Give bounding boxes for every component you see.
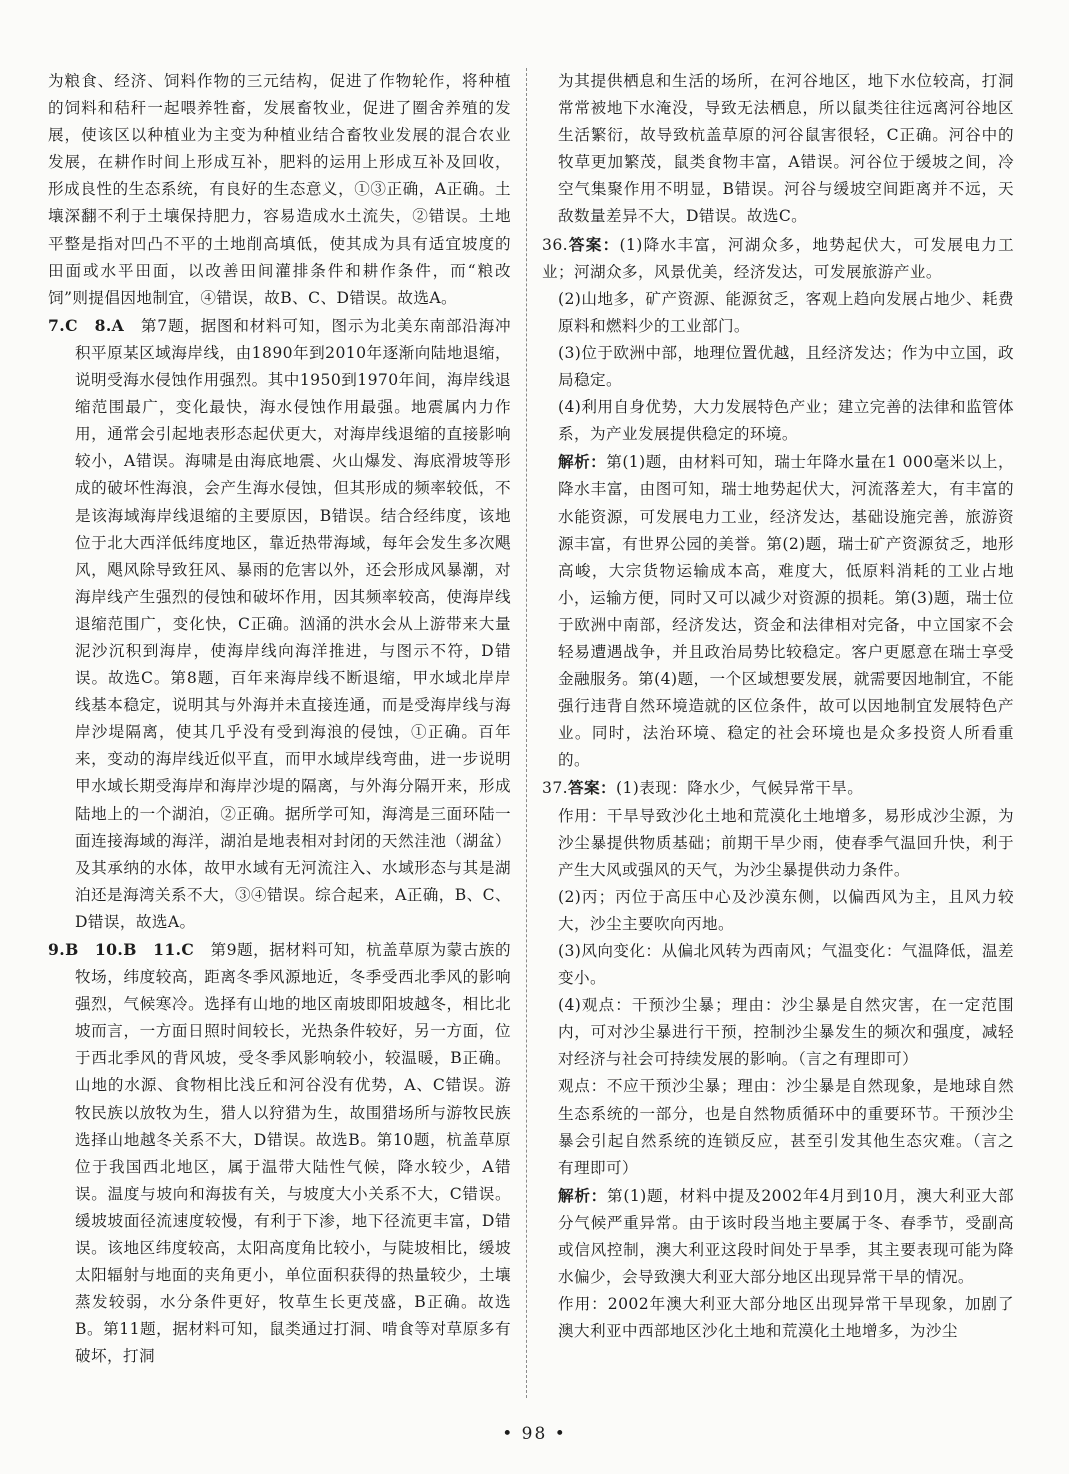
- question-36-explanation-label: 解析：: [558, 452, 607, 472]
- right-column: [542, 68, 1014, 1345]
- answer-7-8: [48, 312, 511, 936]
- question-37-number: 37.: [542, 779, 568, 798]
- question-36: [542, 231, 1014, 775]
- answer-9-11: [48, 936, 511, 1371]
- question-37-answer-label: 答案：: [568, 778, 616, 798]
- page-number: • 98 •: [502, 1424, 567, 1444]
- question-37-answer-4b: 观点：不应干预沙尘暴；理由：沙尘暴是自然现象，是地球自然生态系统的一部分，也是自然物质循环中的重要环节。干预沙尘暴会引起自然系统的连锁反应，甚至引发其他生态灾难。（言之有理即可）: [558, 1077, 1014, 1177]
- question-37-answer-1b: 作用：干旱导致沙化土地和荒漠化土地增多，易形成沙尘源，为沙尘暴提供物质基础；前期干旱少雨，使春季气温回升快，利于产生大风或强风的天气，为沙尘暴提供动力条件。: [558, 806, 1014, 879]
- question-37-explanation-text: 第(1)题，材料中提及2002年4月到10月，澳大利亚大部分气候严重异常。由于该时段当地主要属于冬、春季节，受副高或信风控制，澳大利亚这段时间处于旱季，其主要表现可能为降水偏少，会导致澳大利亚大部分地区出现异常干旱的情况。: [558, 1186, 1014, 1287]
- answer-7-8-number: 7.C 8.A: [48, 315, 125, 335]
- right-continued-paragraph: 为其提供栖息和生活的场所，在河谷地区，地下水位较高，打洞常常被地下水淹没，导致无法栖息，所以鼠类往往远离河谷地区生活繁衍，故导致杭盖草原的河谷鼠害很轻，C正确。河谷中的牧草更加繁茂，鼠类食物丰富，A错误。河谷位于缓坡之间，冷空气集聚作用不明显，B错误。河谷与缓坡空间距离并不远，天敌数量差异不大，D错误。故选C。: [558, 72, 1014, 226]
- question-37-answer-2: (2)丙；丙位于高压中心及沙漠东侧，以偏西风为主，且风力较大，沙尘主要吹向丙地。: [558, 887, 1014, 933]
- question-37-explanation-label: 解析：: [558, 1185, 608, 1205]
- question-36-answer-1-text: (1)降水丰富，河湖众多，地势起伏大，可发展电力工业；河湖众多，风景优美，经济发达，可发展旅游产业。: [542, 235, 1014, 281]
- question-36-explanation-text: 第(1)题，由材料可知，瑞士年降水量在1 000毫米以上，降水丰富，由图可知，瑞士地势起伏大，河流落差大，有丰富的水能资源，可发展电力工业，经济发达，基础设施完善，旅游资源丰富，有世界公园的美誉。第(2)题，瑞士矿产资源贫乏，地形高峻，大宗货物运输成本高，难度大，低原料消耗的工业占地小，运输方便，同时又可以减少对资源的损耗。第(3)题，瑞士位于欧洲中南部，经济发达，资金和法律相对完备，中立国家不会轻易遭遇战争，并且政治局势比较稳定。客户更愿意在瑞士享受金融服务。第(4)题，一个区域想要发展，就需要因地制宜，不能强行违背自然环境造就的区位条件，故可以因地制宜发展特色产业。同时，法治环境、稳定的社会环境也是众多投资人所看重的。: [558, 453, 1014, 770]
- question-36-answer-3: (3)位于欧洲中部，地理位置优越，且经济发达；作为中立国，政局稳定。: [558, 343, 1014, 390]
- question-36-explanation: [542, 448, 1014, 774]
- question-37-answer-4: (4)观点：干预沙尘暴；理由：沙尘暴是自然灾害，在一定范围内，可对沙尘暴进行干预，控制沙尘暴发生的频次和强度，减轻对经济与社会可持续发展的影响。（言之有理即可）: [558, 996, 1014, 1069]
- left-column: [48, 68, 511, 1371]
- question-37-answer-1-text: (1)表现：降水少，气候异常干旱。: [615, 779, 864, 798]
- left-continued-paragraph: 为粮食、经济、饲料作物的三元结构，促进了作物轮作，将种植的饲料和秸秆一起喂养牲畜，发展畜牧业，促进了圈舍养殖的发展，使该区以种植业为主变为种植业结合畜牧业发展的混合农业发展，在耕作时间上形成互补，肥料的运用上形成互补及回收，形成良性的生态系统，有良好的生态意义，①③正确，A正确。土壤深翻不利于土壤保持肥力，容易造成水土流失，②错误。土地平整是指对凹凸不平的土地削高填低，使其成为具有适宜坡度的田面或水平田面，以改善田间灌排条件和耕作条件，而“粮改饲”则提倡因地制宜，④错误，故B、C、D错误。故选A。: [48, 72, 511, 307]
- question-36-answer-4: (4)利用自身优势，大力发展特色产业；建立完善的法律和监管体系，为产业发展提供稳定的环境。: [558, 398, 1014, 444]
- question-36-number: 36.: [542, 235, 568, 254]
- answer-9-11-number: 9.B 10.B 11.C: [48, 940, 195, 959]
- answer-7-8-explanation: 第7题，据图和材料可知，图示为北美东南部沿海冲积平原某区域海岸线，由1890年到2010年逐渐向陆地退缩，说明受海水侵蚀作用强烈。其中1950到1970年间，海岸线退缩范围最广，变化最快，海水侵蚀作用最强。地震属内力作用，通常会引起地表形态起伏更大，对海岸线退缩的直接影响较小，A错误。海啸是由海底地震、火山爆发、海底滑坡等形成的破坏性海浪，会产生海水侵蚀，但其形成的频率较低，不是该海域海岸线退缩的主要原因，B错误。结合经纬度，该地位于北大西洋低纬度地区，靠近热带海域，每年会发生多次飓风，飓风除导致狂风、暴雨的危害以外，还会形成风暴潮，对海岸线产生强烈的侵蚀和破坏作用，因其频率较高，使海岸线退缩范围广，变化快，C正确。汹涌的洪水会从上游带来大量泥沙沉积到海岸，使海岸线向海洋推进，与图示不符，D错误。故选C。第8题，百年来海岸线不断退缩，甲水域北岸岸线基本稳定，说明其与外海并未直接连通，而是受海岸线与海岸沙堤隔离，使其几乎没有受到海浪的侵蚀，①正确。百年来，变动的海岸线近似平直，而甲水域岸线弯曲，进一步说明甲水域长期受海岸和海岸沙堤的隔离，与外海分隔开来，形成陆地上的一个湖泊，②正确。据所学可知，海湾是三面环陆一面连接海域的海洋，湖泊是地表相对封闭的天然洼池（湖盆）及其承纳的水体，故甲水域有无河流注入、水域形态与其是湖泊还是海湾关系不大，③④错误。综合起来，A正确，B、C、D错误，故选A。: [75, 316, 511, 931]
- question-36-answer-1: [542, 231, 1014, 286]
- column-divider: [526, 68, 527, 1398]
- question-37-answer-1: [542, 774, 1014, 802]
- question-37-explanation: [542, 1182, 1014, 1291]
- question-37-answer-3: (3)风向变化：从偏北风转为西南风；气温变化：气温降低，温差变小。: [558, 942, 1014, 988]
- answer-9-11-explanation: 第9题，据材料可知，杭盖草原为蒙古族的牧场，纬度较高，距离冬季风源地近，冬季受西北季风的影响强烈，气候寒冷。选择有山地的地区南坡即阳坡越冬，相比北坡而言，一方面日照时间较长，光热条件较好，另一方面，位于西北季风的背风坡，受冬季风影响较小，较温暖，B正确。山地的水源、食物相比浅丘和河谷没有优势，A、C错误。游牧民族以放牧为生，猎人以狩猎为生，故围猎场所与游牧民族选择山地越冬关系不大，D错误。故选B。第10题，杭盖草原位于我国西北地区，属于温带大陆性气候，降水较少，A错误。温度与坡向和海拔有关，与坡度大小关系不大，C错误。缓坡坡面径流速度较慢，有利于下渗，地下径流更丰富，D错误。该地区纬度较高，太阳高度角比较小，与陡坡相比，缓坡太阳辐射与地面的夹角更小，单位面积获得的热量较少，土壤蒸发较弱，水分条件更好，牧草生长更茂盛，B正确。故选B。第11题，据材料可知，鼠类通过打洞、啃食等对草原多有破坏，打洞: [75, 941, 512, 1366]
- question-37-explanation-2: 作用：2002年澳大利亚大部分地区出现异常干旱现象，加剧了澳大利亚中西部地区沙化土地和荒漠化土地增多，为沙尘: [558, 1295, 1014, 1341]
- question-36-answer-label: 答案：: [568, 234, 620, 254]
- question-36-answer-2: (2)山地多，矿产资源、能源贫乏，客观上趋向发展占地少、耗费原料和燃料少的工业部门。: [558, 289, 1014, 335]
- question-37: [542, 774, 1014, 1345]
